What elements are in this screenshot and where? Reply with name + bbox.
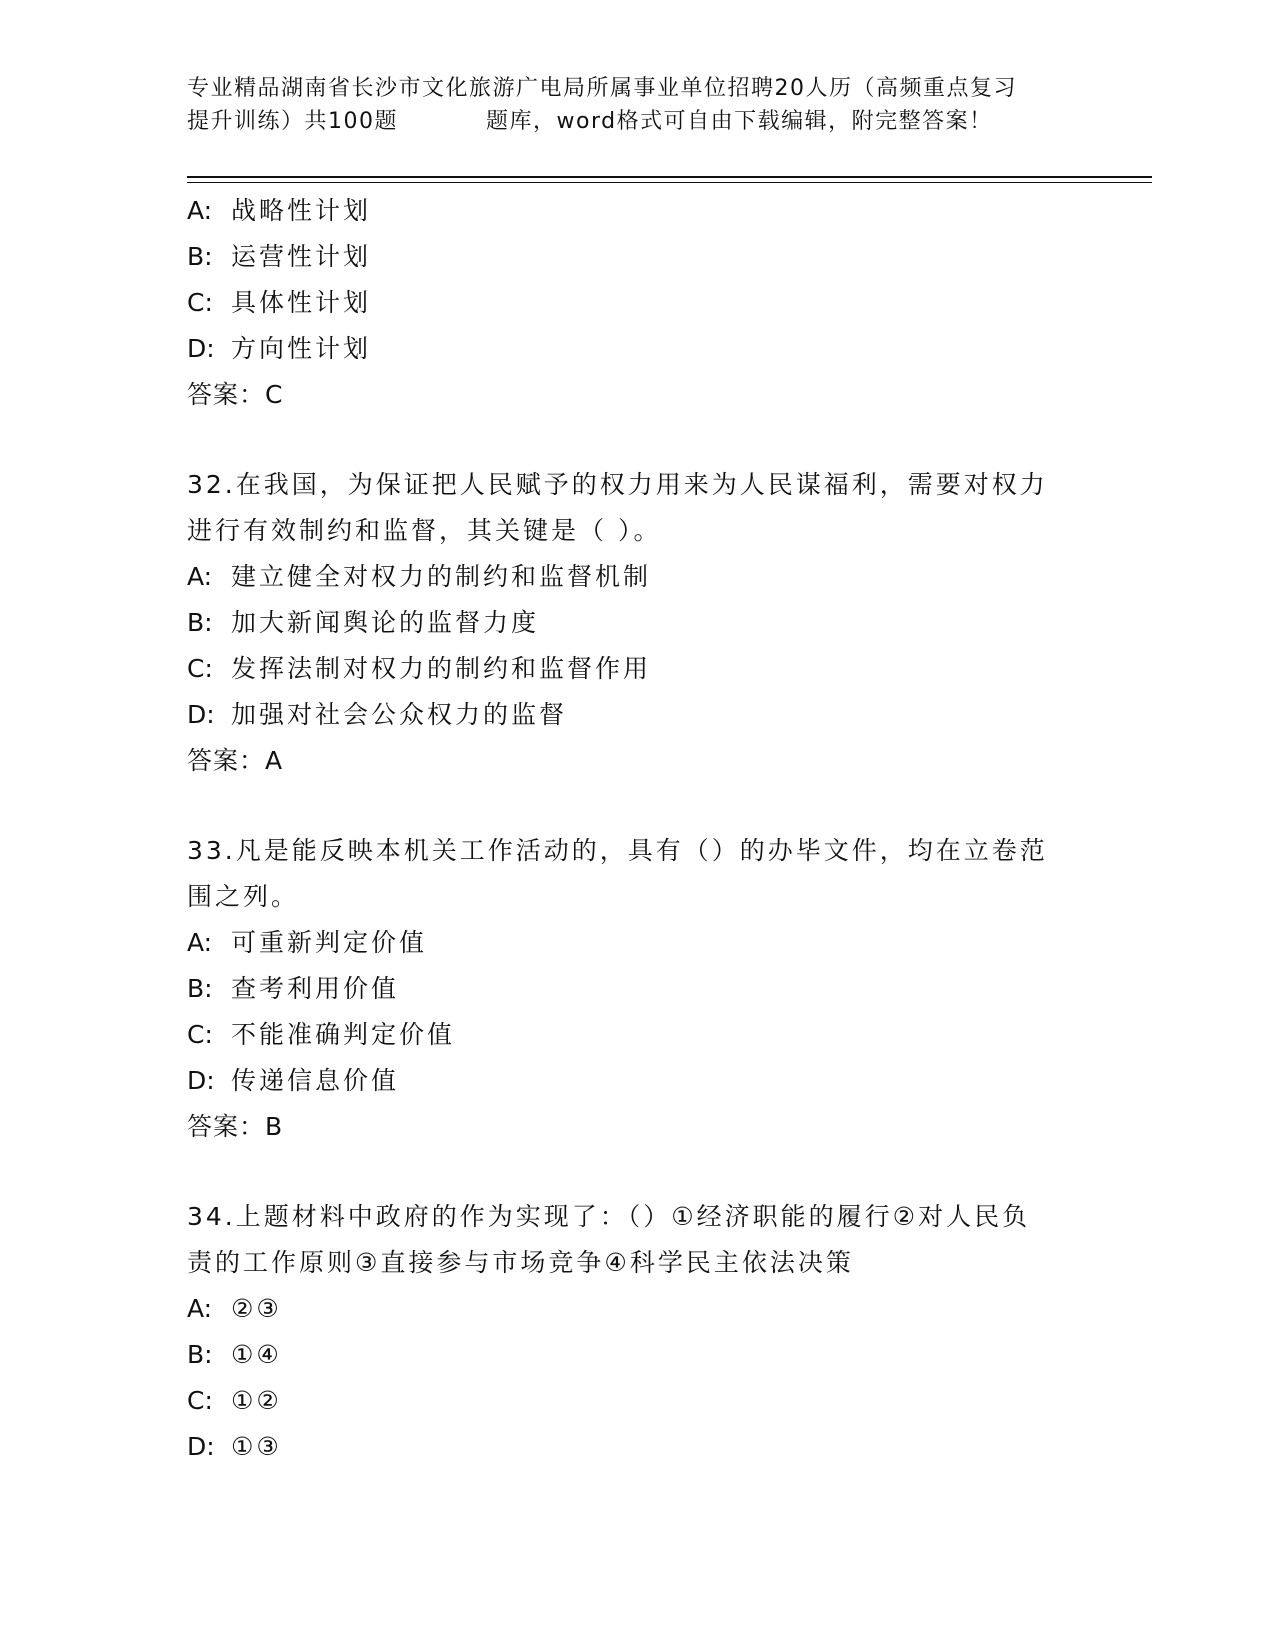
option-c: C: 具体性计划 [187, 288, 372, 317]
option-d: D: ①③ [187, 1432, 282, 1461]
answer-text: 答案：C [187, 380, 284, 409]
option-b: B: 查考利用价值 [187, 974, 400, 1003]
option-b: B: 加大新闻舆论的监督力度 [187, 608, 540, 637]
option-c: C: ①② [187, 1386, 282, 1415]
option-b: B: 运营性计划 [187, 242, 372, 271]
question-32 [187, 462, 1087, 784]
question-stem-line-1: 33.凡是能反映本机关工作活动的，具有（）的办毕文件，均在立卷范 [187, 836, 1048, 865]
question-list [187, 188, 1087, 1470]
question-stem-line-2: 责的工作原则③直接参与市场竞争④科学民主依法决策 [187, 1248, 854, 1277]
option-a: A: ②③ [187, 1294, 282, 1323]
option-d: D: 方向性计划 [187, 334, 372, 363]
question-stem-line-2: 围之列。 [187, 882, 300, 911]
option-d: D: 传递信息价值 [187, 1066, 400, 1095]
header-divider-thin [187, 182, 1152, 183]
option-c: C: 发挥法制对权力的制约和监督作用 [187, 654, 652, 683]
option-b: B: ①④ [187, 1340, 282, 1369]
question-33 [187, 828, 1087, 1150]
option-d: D: 加强对社会公众权力的监督 [187, 700, 568, 729]
page-header [187, 72, 1067, 138]
header-line-2 [187, 105, 1067, 138]
header-line-1: 专业精品湖南省长沙市文化旅游广电局所属事业单位招聘20人历（高频重点复习 [187, 76, 1017, 101]
answer-text: 答案：A [187, 746, 284, 775]
option-a: A: 战略性计划 [187, 196, 372, 225]
answer-text: 答案：B [187, 1112, 284, 1141]
question-stem-line-1: 32.在我国，为保证把人民赋予的权力用来为人民谋福利，需要对权力 [187, 470, 1048, 499]
header-line-2-end: 题库，word格式可自由下载编辑，附完整答案！ [486, 109, 993, 134]
question-31-continued [187, 188, 1087, 418]
question-34 [187, 1194, 1087, 1470]
question-stem-line-1: 34.上题材料中政府的作为实现了：（）①经济职能的履行②对人民负 [187, 1202, 1031, 1231]
option-a: A: 可重新判定价值 [187, 928, 428, 957]
header-divider-thick [187, 176, 1152, 178]
option-c: C: 不能准确判定价值 [187, 1020, 456, 1049]
header-line-2-start: 提升训练）共100题 [187, 109, 398, 134]
option-a: A: 建立健全对权力的制约和监督机制 [187, 562, 652, 591]
question-stem-line-2: 进行有效制约和监督，其关键是（ ）。 [187, 516, 662, 545]
